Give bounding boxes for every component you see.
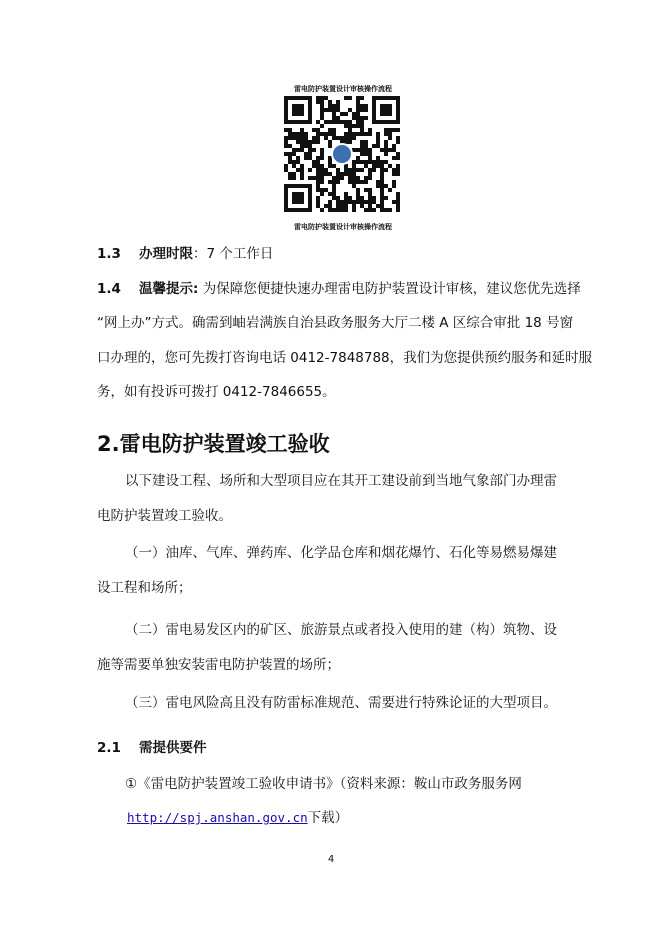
link-line <box>127 808 597 828</box>
section-number: 2.1 <box>97 740 121 756</box>
section-1-3 <box>97 244 567 264</box>
text-line: 为保障您便捷快速办理雷电防护装置设计审核，建议您优先选择 <box>198 281 581 297</box>
text-line: 电防护装置竣工验收。 <box>97 508 232 524</box>
text-line: 以下建设工程、场所和大型项目应在其开工建设前到当地气象部门办理雷 <box>125 473 557 489</box>
section-number: 1.3 <box>97 246 121 262</box>
page-number: 4 <box>327 854 335 865</box>
text-line: （三）雷电风险高且没有防雷标准规范、需要进行特殊论证的大型项目。 <box>125 695 557 711</box>
section-label: 需提供要件 <box>139 740 207 756</box>
text-line: （二）雷电易发区内的矿区、旅游景点或者投入使用的建（构）筑物、设 <box>125 622 557 638</box>
section-2-1 <box>97 738 567 758</box>
qr-code <box>280 84 406 232</box>
section-number: 1.4 <box>97 281 121 297</box>
text-line: 务，如有投诉可拨打 0412-7846655。 <box>97 384 336 400</box>
qr-code-image <box>284 96 402 220</box>
section-label: 办理时限 <box>139 246 193 262</box>
heading-section-2: 2.雷电防护装置竣工验收 <box>97 432 330 456</box>
link-suffix: 下载） <box>307 810 349 826</box>
text-line: 口办理的，您可先拨打咨询电话 0412-7848788，我们为您提供预约服务和延时服 <box>97 350 593 366</box>
section-1-4 <box>97 279 581 299</box>
section-text: ：7 个工作日 <box>193 246 274 262</box>
section-label: 温馨提示: <box>139 281 199 297</box>
text-line: （一）油库、气库、弹药库、化学品仓库和烟花爆竹、石化等易燃易爆建 <box>125 545 557 561</box>
text-line: “网上办”方式。确需到岫岩满族自治县政务服务大厅二楼 A 区综合审批 18 号窗 <box>97 315 574 331</box>
requirement-item: ①《雷电防护装置竣工验收申请书》（资料来源：鞍山市政务服务网 <box>125 776 522 792</box>
text-line: 设工程和场所； <box>97 580 192 596</box>
qr-caption-bottom: 雷电防护装置设计审核操作流程 <box>294 223 392 231</box>
gov-link[interactable]: http://spj.anshan.gov.cn <box>127 810 308 825</box>
text-line: 施等需要单独安装雷电防护装置的场所； <box>97 657 340 673</box>
qr-caption-top: 雷电防护装置设计审核操作流程 <box>294 85 392 93</box>
